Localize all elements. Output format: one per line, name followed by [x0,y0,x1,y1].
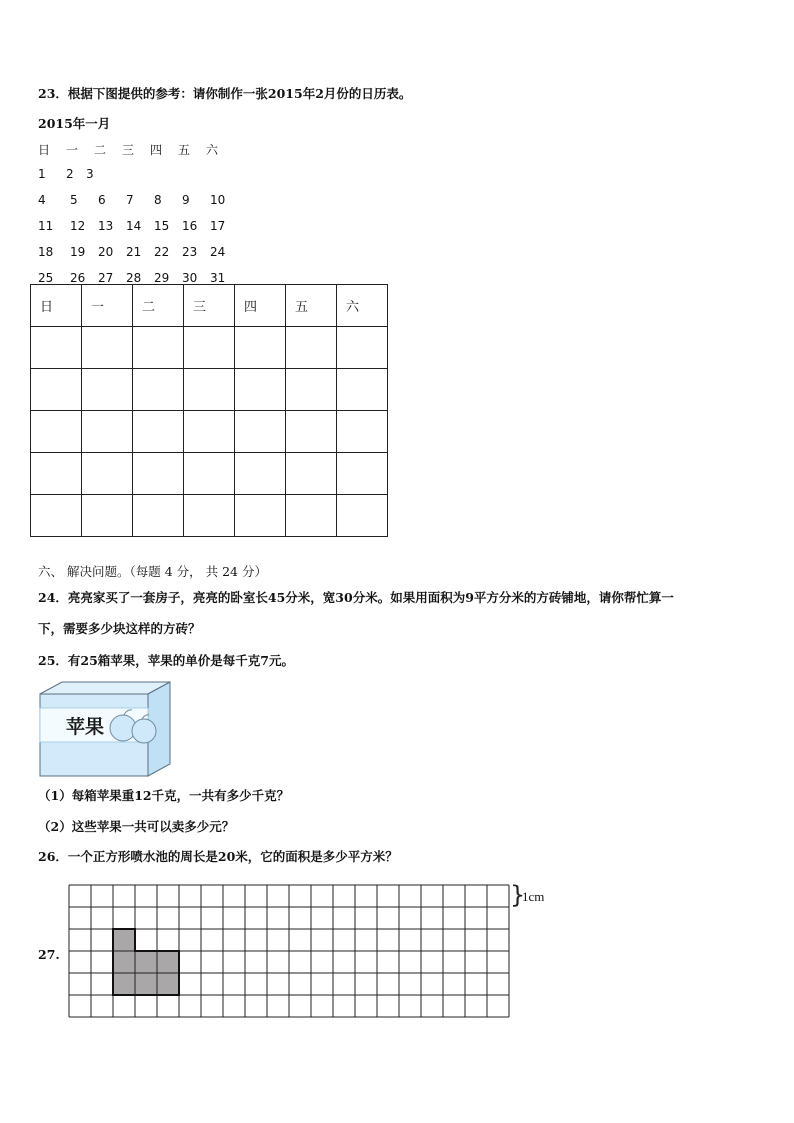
calendar-header-cell: 五 [286,285,337,327]
calendar-day: 2 [66,167,74,181]
calendar-blank-cell[interactable] [31,495,82,537]
calendar-day: 25 [38,271,54,285]
calendar-header-cell: 三 [184,285,235,327]
calendar-blank-cell[interactable] [286,411,337,453]
calendar-day: 23 [182,245,198,259]
weekday-label: 日 [38,143,51,157]
shaded-cell [135,973,157,995]
calendar-blank-cell[interactable] [286,327,337,369]
shaded-cell [135,951,157,973]
calendar-day: 8 [154,193,162,207]
calendar-day: 12 [70,219,86,233]
q26-number: 26． [38,849,68,864]
calendar-day: 6 [98,193,106,207]
shaded-cell [113,973,135,995]
calendar-row [31,411,388,453]
calendar-blank-cell[interactable] [82,453,133,495]
calendar-day: 9 [182,193,190,207]
calendar-blank-cell[interactable] [133,495,184,537]
calendar-blank-cell[interactable] [82,411,133,453]
calendar-blank-cell[interactable] [235,453,286,495]
apple-box-illustration [38,680,172,778]
calendar-header-cell: 日 [31,285,82,327]
calendar-blank-cell[interactable] [286,453,337,495]
calendar-day: 1 [38,167,46,181]
q23-number: 23． [38,86,68,101]
q25-number: 25． [38,653,68,668]
q25-sub2: （2）这些苹果一共可以卖多少元？ [38,819,235,834]
q23-text: 23．根据下图提供的参考：请你制作一张2015年2月份的日历表。 [38,86,412,101]
calendar-row [31,369,388,411]
q26-text: 26．一个正方形喷水池的周长是20米，它的面积是多少平方米？ [38,849,398,864]
shaded-cell [113,929,135,951]
calendar-day: 7 [126,193,134,207]
calendar-day: 22 [154,245,170,259]
weekday-label: 三 [122,143,135,157]
calendar-day: 16 [182,219,198,233]
calendar-blank-cell[interactable] [286,495,337,537]
calendar-day: 3 [86,167,94,181]
calendar-blank-cell[interactable] [337,495,388,537]
calendar-header-row [31,285,388,327]
calendar-blank-cell[interactable] [337,369,388,411]
calendar-day: 26 [70,271,86,285]
calendar-header-cell: 一 [82,285,133,327]
calendar-day: 27 [98,271,114,285]
weekday-label: 六 [206,143,219,157]
calendar-blank-cell[interactable] [133,327,184,369]
calendar-blank-cell[interactable] [337,411,388,453]
apple-box-label: 苹果 [66,716,105,738]
calendar-day: 14 [126,219,142,233]
calendar-blank-cell[interactable] [31,369,82,411]
calendar-blank-cell[interactable] [133,369,184,411]
calendar-header-cell: 四 [235,285,286,327]
shaded-cell [113,951,135,973]
calendar-blank-cell[interactable] [235,369,286,411]
calendar-blank-cell[interactable] [133,411,184,453]
calendar-blank-cell[interactable] [337,327,388,369]
calendar-day: 21 [126,245,142,259]
calendar-header-cell: 二 [133,285,184,327]
calendar-day: 18 [38,245,54,259]
calendar-blank-cell[interactable] [235,411,286,453]
calendar-day: 30 [182,271,198,285]
calendar-blank-cell[interactable] [133,453,184,495]
calendar-day: 28 [126,271,142,285]
calendar-blank-cell[interactable] [82,327,133,369]
calendar-day: 11 [38,219,54,233]
calendar-blank-cell[interactable] [184,453,235,495]
square-grid [68,884,510,1018]
calendar-blank-cell[interactable] [337,453,388,495]
calendar-blank-cell[interactable] [31,327,82,369]
calendar-header-cell: 六 [337,285,388,327]
calendar-day: 10 [210,193,226,207]
calendar-blank-cell[interactable] [82,369,133,411]
calendar-blank-cell[interactable] [31,411,82,453]
february-calendar-table [30,284,388,537]
calendar-blank-cell[interactable] [286,369,337,411]
calendar-day: 19 [70,245,86,259]
reference-calendar-title: 2015年一月 [38,116,111,131]
calendar-blank-cell[interactable] [184,327,235,369]
q24-line1: 24．亮亮家买了一套房子，亮亮的卧室长45分米，宽30分米。如果用面积为9平方分米的方砖铺地，请你帮忙算一 [38,590,674,605]
calendar-day: 24 [210,245,226,259]
calendar-day: 4 [38,193,46,207]
shaded-cell [157,973,179,995]
calendar-blank-cell[interactable] [184,411,235,453]
calendar-row [31,327,388,369]
q27-number: 27. [38,947,60,962]
calendar-blank-cell[interactable] [184,495,235,537]
q24-number: 24． [38,590,68,605]
calendar-row [31,495,388,537]
calendar-day: 5 [70,193,78,207]
calendar-day: 31 [210,271,226,285]
weekday-label: 五 [178,143,191,157]
q25-text: 25．有25箱苹果，苹果的单价是每千克7元。 [38,653,294,668]
calendar-blank-cell[interactable] [31,453,82,495]
section-6-heading: 六、 解决问题。（每题 4 分， 共 24 分） [38,564,267,579]
unit-label: 1cm [522,889,545,904]
calendar-day: 17 [210,219,226,233]
calendar-blank-cell[interactable] [82,495,133,537]
calendar-row [31,453,388,495]
weekday-label: 一 [66,143,79,157]
brace-icon: } [510,881,526,909]
apple-icon [132,719,156,743]
calendar-blank-cell[interactable] [235,327,286,369]
weekday-label: 四 [150,143,163,157]
weekday-label: 二 [94,143,107,157]
q25-sub1: （1）每箱苹果重12千克，一共有多少千克？ [38,788,290,803]
calendar-blank-cell[interactable] [235,495,286,537]
shaded-cell [157,951,179,973]
q24-line2: 下，需要多少块这样的方砖？ [38,621,201,636]
calendar-day: 29 [154,271,170,285]
calendar-day: 15 [154,219,170,233]
calendar-blank-cell[interactable] [184,369,235,411]
calendar-day: 13 [98,219,114,233]
calendar-day: 20 [98,245,114,259]
